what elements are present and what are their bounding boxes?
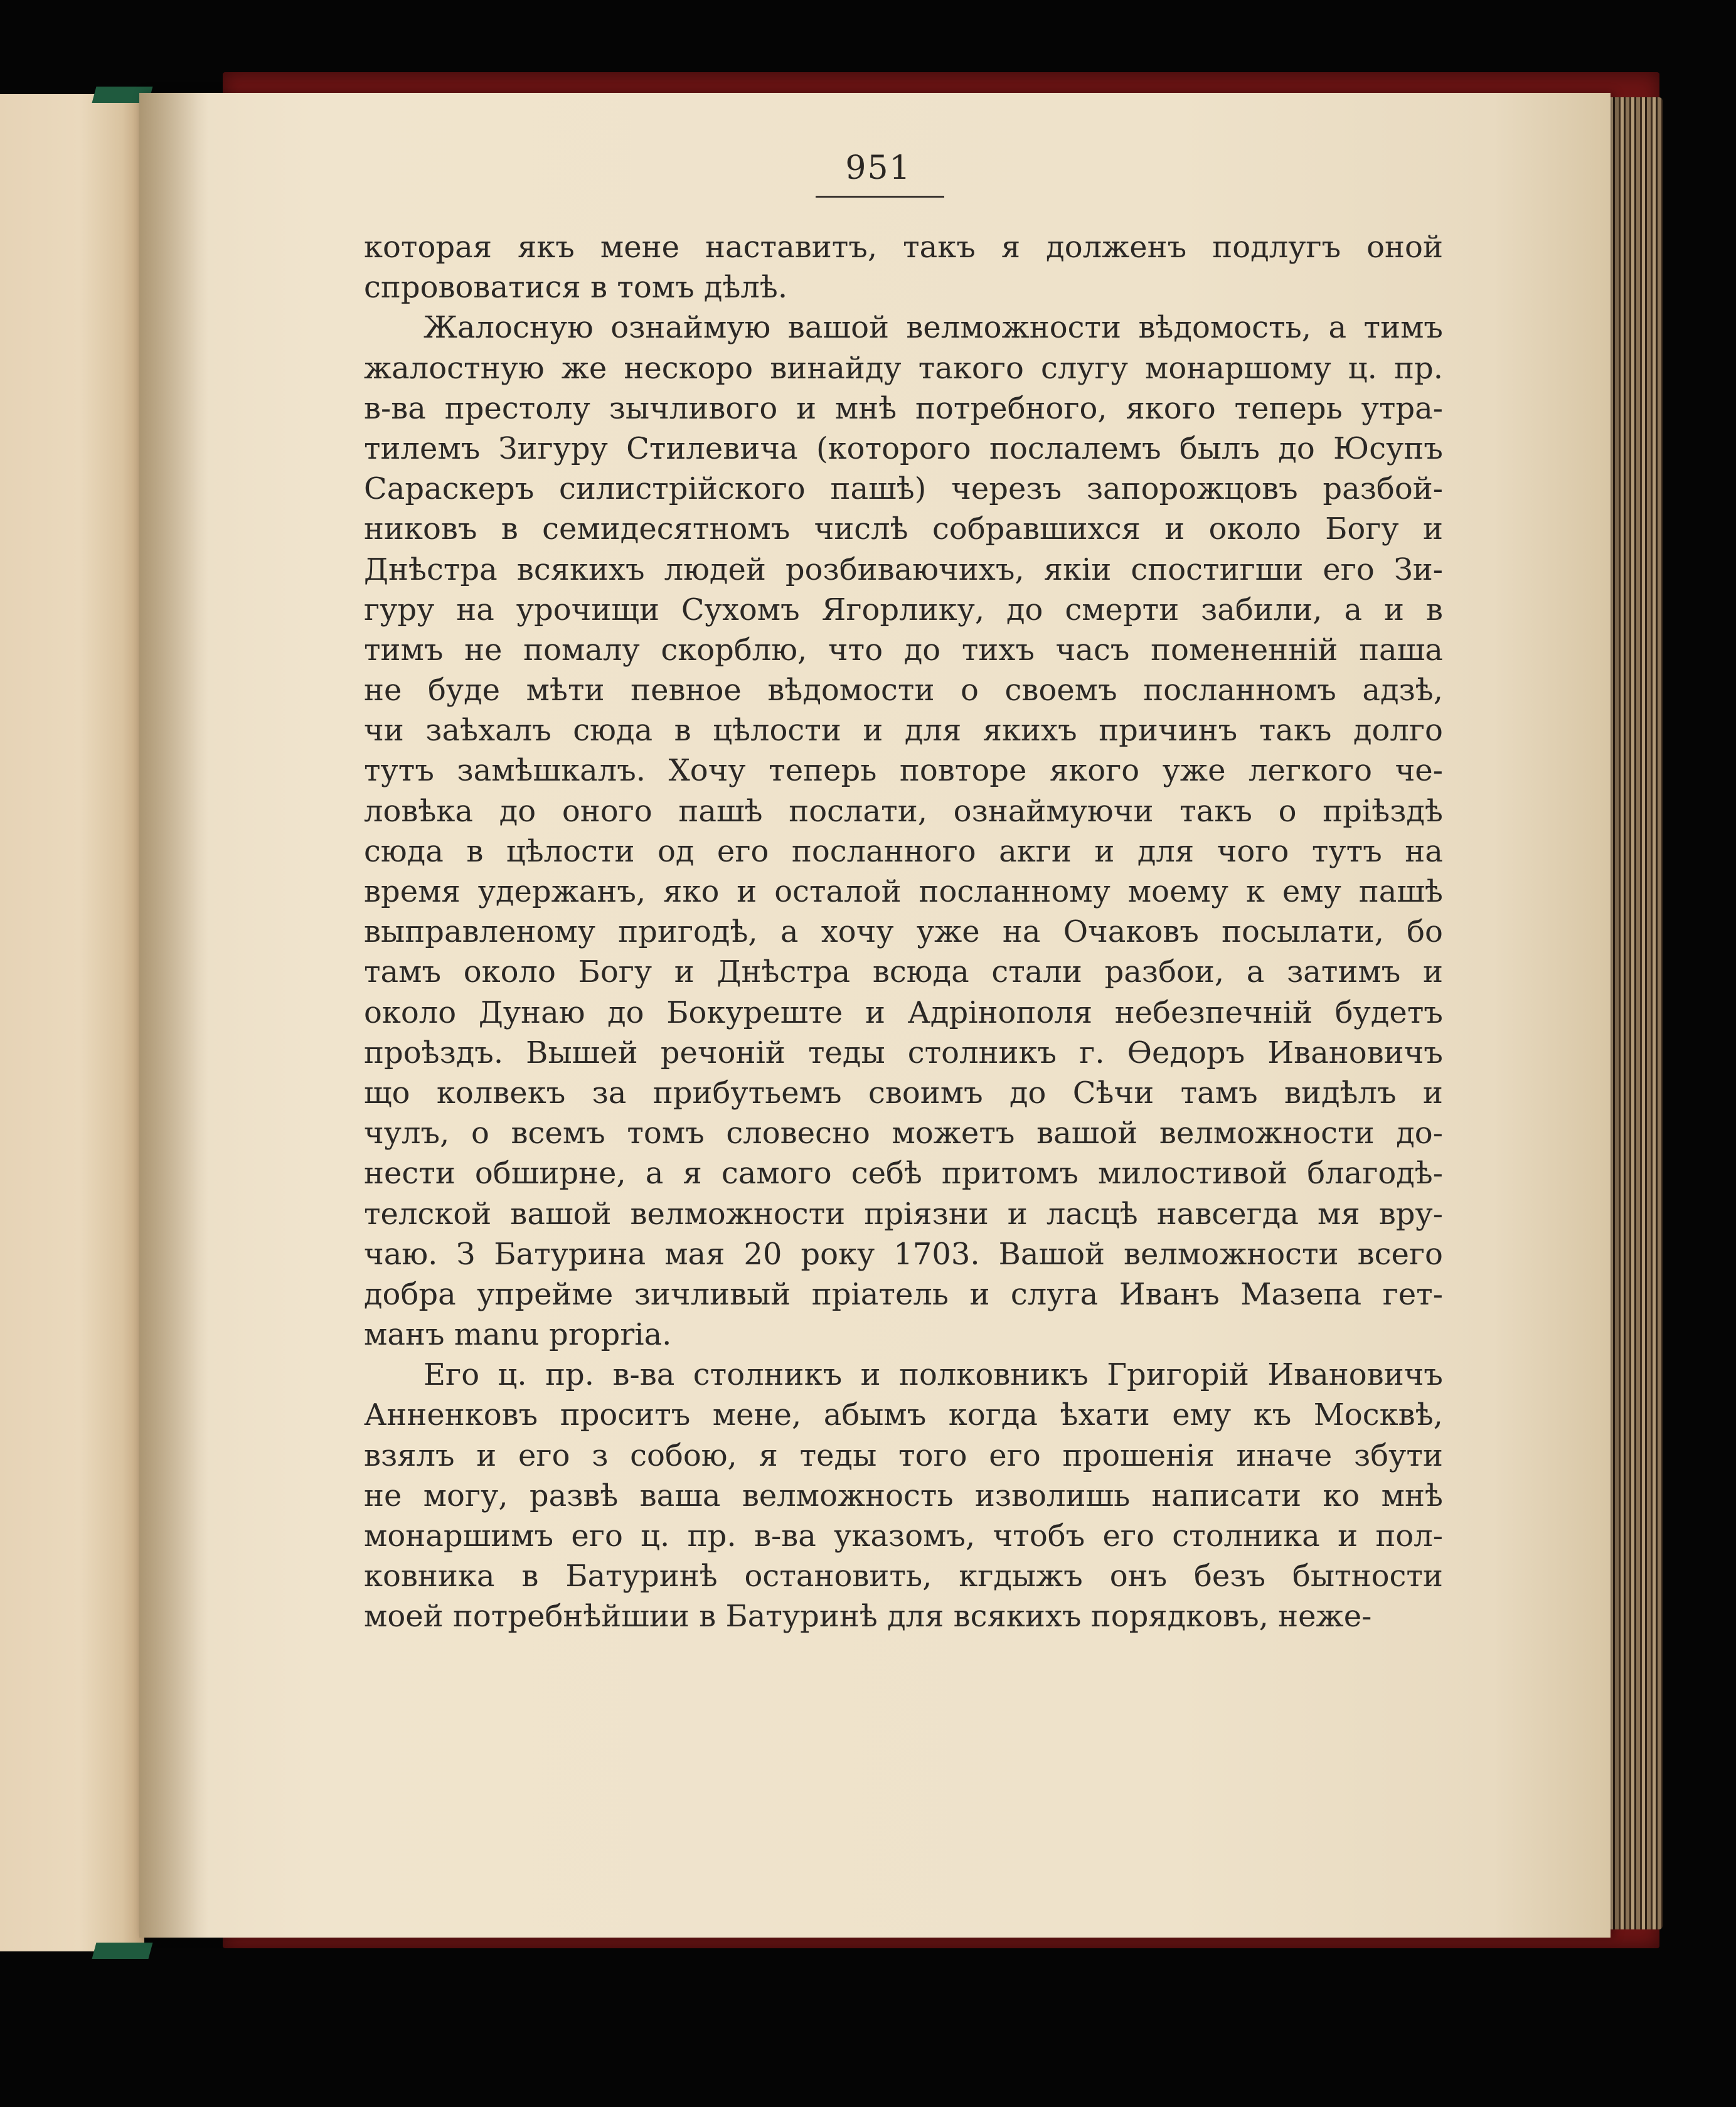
text-line: проѣздъ. Вышей речоній теды столникъ г. Ѳедоръ Ивановичъ (364, 1035, 1443, 1070)
text-line: жалостную же нескоро винайду такого слугу монаршому ц. пр. (364, 350, 1443, 386)
text-line: чулъ, о всемъ томъ словесно можетъ вашой велможности до- (364, 1116, 1443, 1151)
page-number: 951 (845, 149, 912, 187)
text-line: никовъ в семидесятномъ числѣ собравшихся и около Богу и (364, 511, 1443, 547)
text-line: ковника в Батуринѣ остановить, кгдыжъ онъ безъ бытности (364, 1559, 1443, 1594)
text-line: манъ manu propria. (364, 1317, 672, 1353)
text-line: чи заѣхалъ сюда в цѣлости и для якихъ причинъ такъ долго (364, 713, 1443, 749)
text-line: не буде мѣти певное вѣдомости о своемъ посланномъ адзѣ, (364, 673, 1443, 708)
text-line: моей потребнѣйшии в Батуринѣ для всякихъ порядковъ, неже- (364, 1599, 1372, 1635)
text-line: монаршимъ его ц. пр. в-ва указомъ, чтобъ его столника и пол- (364, 1518, 1443, 1554)
text-line: що колвекъ за прибутьемъ своимъ до Сѣчи тамъ видѣлъ и (364, 1075, 1443, 1111)
text-line: Днѣстра всякихъ людей розбиваючихъ, якіи спостигши его Зи- (364, 552, 1443, 587)
text-line: спрововатися в томъ дѣлѣ. (364, 270, 788, 306)
text-line: в-ва престолу зычливого и мнѣ потребного, якого теперь утра- (364, 390, 1443, 426)
text-line: Сараскеръ силистрійского пашѣ) черезъ запорожцовъ разбой- (364, 471, 1443, 507)
gutter-shadow (139, 93, 208, 1938)
text-line: тамъ около Богу и Днѣстра всюда стали разбои, а затимъ и (364, 954, 1443, 990)
text-line: взялъ и его з собою, я теды того его прошенія иначе збути (364, 1438, 1443, 1473)
text-line: около Дунаю до Бокуреште и Адрінополя небезпечній будетъ (364, 995, 1443, 1030)
text-line: которая якъ мене наставитъ, такъ я долженъ подлугъ оной (364, 230, 1443, 265)
text-line: нести обширне, а я самого себѣ притомъ милостивой благодѣ- (364, 1156, 1443, 1192)
text-line: Его ц. пр. в-ва столникъ и полковникъ Григорій Ивановичъ (423, 1357, 1443, 1393)
text-line: тутъ замѣшкалъ. Хочу теперь повторе якого уже легкого че- (364, 753, 1443, 789)
page-number-rule (816, 196, 944, 198)
text-line: сюда в цѣлости од его посланного акги и для чого тутъ на (364, 833, 1443, 869)
body-text (364, 227, 1443, 1637)
text-line: тилемъ Зигуру Стилевича (которого послалемъ былъ до Юсупъ (364, 430, 1443, 466)
text-line: чаю. З Батурина мая 20 року 1703. Вашой велможности всего (364, 1236, 1443, 1272)
text-line: выправленому пригодѣ, а хочу уже на Очаковъ посылати, бо (364, 914, 1443, 950)
text-line: тимъ не помалу скорблю, что до тихъ часъ помененній паша (364, 632, 1443, 668)
text-line: гуру на урочищи Сухомъ Ягорлику, до смерти забили, а и в (364, 592, 1443, 627)
text-line: Жалосную ознаймую вашой велможности вѣдомость, а тимъ (423, 310, 1443, 346)
text-line: время удержанъ, яко и осталой посланному моему к ему пашѣ (364, 874, 1443, 909)
text-line: Анненковъ проситъ мене, абымъ когда ѣхати ему къ Москвѣ, (364, 1397, 1443, 1433)
text-line: телской вашой велможности пріязни и ласцѣ навсегда мя вру- (364, 1196, 1443, 1232)
text-line: не могу, развѣ ваша велможность изволишь написати ко мнѣ (364, 1478, 1443, 1513)
text-line: ловѣка до оного пашѣ послати, ознаймуючи такъ о пріѣздѣ (364, 793, 1443, 829)
left-facing-page (0, 94, 144, 1951)
headband-bottom (92, 1943, 153, 1959)
text-line: добра упрейме зичливый пріатель и слуга Иванъ Мазепа гет- (364, 1276, 1443, 1312)
